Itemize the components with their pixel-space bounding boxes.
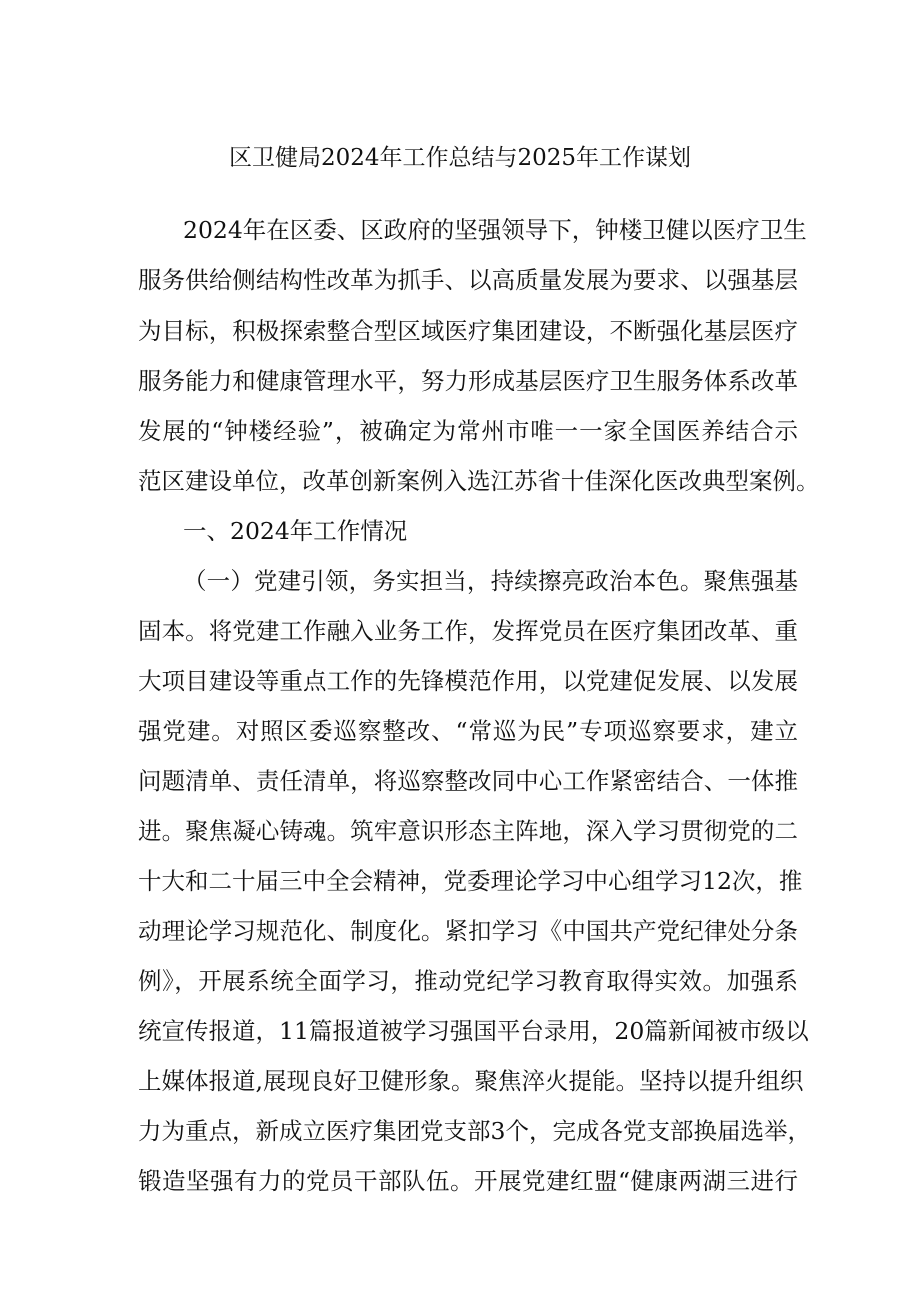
paragraph-line: （一）党建引领，务实担当，持续擦亮政治本色。聚焦强基 [183,567,798,595]
paragraph-line: 大项目建设等重点工作的先锋模范作用，以党建促发展、以发展 [138,667,798,695]
intro-line: 2024年在区委、区政府的坚强领导下，钟楼卫健以医疗卫生 [183,216,807,244]
paragraph-line: 固本。将党建工作融入业务工作，发挥党员在医疗集团改革、重 [138,617,798,645]
intro-line: 发展的“钟楼经验”，被确定为常州市唯一一家全国医养结合示 [138,417,798,445]
intro-line: 服务供给侧结构性改革为抓手、以高质量发展为要求、以强基层 [138,266,798,294]
paragraph-line: 强党建。对照区委巡察整改、“常巡为民”专项巡察要求，建立 [138,717,798,745]
paragraph-line: 例》，开展系统全面学习，推动党纪学习教育取得实效。加强系 [138,967,798,995]
paragraph-line: 锻造坚强有力的党员干部队伍。开展党建红盟“健康两湖三进行 [138,1167,798,1195]
paragraph-line: 动理论学习规范化、制度化。紧扣学习《中国共产党纪律处分条 [138,917,798,945]
intro-line: 范区建设单位，改革创新案例入选江苏省十佳深化医改典型案例。 [138,467,820,495]
paragraph-line: 问题清单、责任清单，将巡察整改同中心工作紧密结合、一体推 [138,767,798,795]
paragraph-line: 统宣传报道，11篇报道被学习强国平台录用，20篇新闻被市级以 [138,1017,809,1045]
paragraph-line: 上媒体报道,展现良好卫健形象。聚焦淬火提能。坚持以提升组织 [138,1067,804,1095]
paragraph-line: 进。聚焦凝心铸魂。筑牢意识形态主阵地，深入学习贯彻党的二 [138,817,798,845]
section-heading: 一、2024年工作情况 [183,517,408,545]
document-title: 区卫健局2024年工作总结与2025年工作谋划 [228,145,692,171]
paragraph-line: 十大和二十届三中全会精神，党委理论学习中心组学习12次，推 [138,867,803,895]
intro-line: 服务能力和健康管理水平，努力形成基层医疗卫生服务体系改革 [138,367,798,395]
intro-line: 为目标，积极探索整合型区域医疗集团建设，不断强化基层医疗 [138,317,798,345]
paragraph-line: 力为重点，新成立医疗集团党支部3个，完成各党支部换届选举， [138,1117,811,1145]
